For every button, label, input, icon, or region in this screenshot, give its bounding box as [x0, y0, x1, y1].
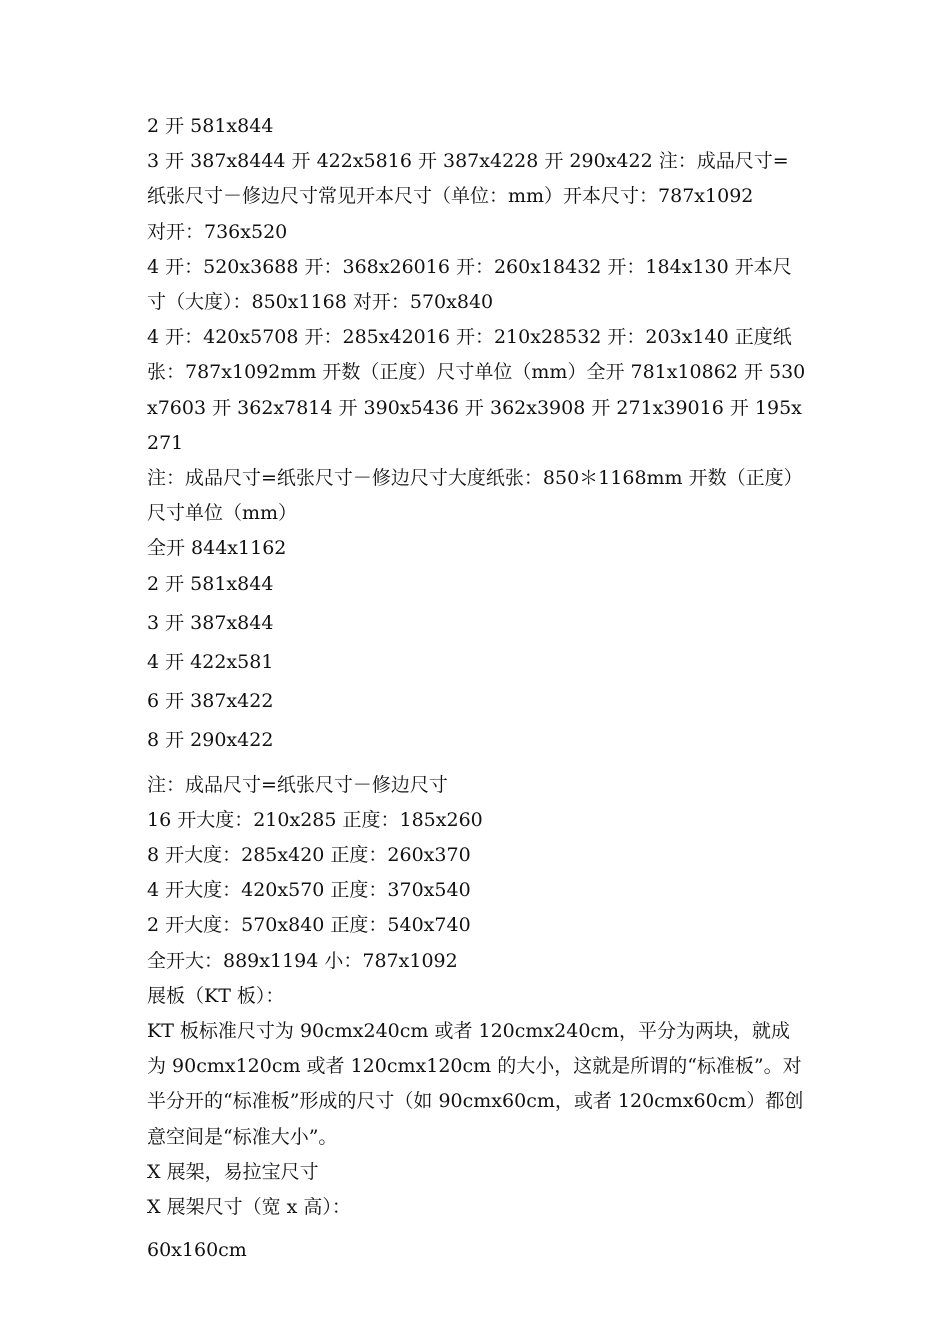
paragraph: 4 开 422x581 — [147, 651, 274, 674]
paragraph: 8 开 290x422 — [147, 729, 274, 752]
paragraph: 全开 844x1162 — [147, 537, 287, 560]
paragraph: 4 开大度：420x570 正度：370x540 — [147, 879, 471, 902]
paragraph: 2 开大度：570x840 正度：540x740 — [147, 914, 471, 937]
paragraph: 4 开：420x5708 开：285x42016 开：210x28532 开：203x140 正度纸张：787x1092mm 开数（正度）尺寸单位（mm）全开 781x10862 开 530x7603 开 362x7814 开 390x5436 开 362x3908 开 271x39016 开 195x271 — [147, 326, 806, 454]
paragraph: 2 开 581x844 — [147, 115, 274, 137]
paragraph: 60x160cm — [147, 1239, 247, 1262]
document-body — [147, 109, 807, 1269]
paragraph: 16 开大度：210x285 正度：185x260 — [147, 808, 483, 831]
paragraph: 4 开：520x3688 开：368x26016 开：260x18432 开：184x130 开本尺寸（大度）：850x1168 对开：570x840 — [147, 255, 792, 314]
paragraph: X 展架尺寸（宽 x 高）： — [147, 1196, 351, 1219]
paragraph: 2 开 581x844 — [147, 572, 274, 595]
paragraph: X 展架，易拉宝尺寸 — [147, 1160, 319, 1183]
paragraph: 注：成品尺寸=纸张尺寸－修边尺寸大度纸张：850＊1168mm 开数（正度）尺寸单位（mm） — [147, 467, 803, 525]
paragraph: 3 开 387x8444 开 422x5816 开 387x4228 开 290x422 注：成品尺寸=纸张尺寸－修边尺寸常见开本尺寸（单位：mm）开本尺寸：787x1092 — [147, 150, 789, 208]
paragraph: KT 板标准尺寸为 90cmx240cm 或者 120cmx240cm，平分为两块，就成为 90cmx120cm 或者 120cmx120cm 的大小，这就是所谓的“标准板”。对半分开的“标准板”形成的尺寸（如 90cmx60cm，或者 120cmx60cm）都创意空间是“标准大小”。 — [147, 1020, 804, 1148]
paragraph: 全开大：889x1194 小：787x1092 — [147, 949, 458, 972]
paragraph: 展板（KT 板）： — [147, 984, 285, 1007]
paragraph: 8 开大度：285x420 正度：260x370 — [147, 844, 471, 867]
paragraph: 注：成品尺寸=纸张尺寸－修边尺寸 — [147, 773, 448, 796]
paragraph: 6 开 387x422 — [147, 690, 274, 713]
paragraph: 3 开 387x844 — [147, 611, 274, 634]
paragraph: 对开：736x520 — [147, 220, 288, 243]
